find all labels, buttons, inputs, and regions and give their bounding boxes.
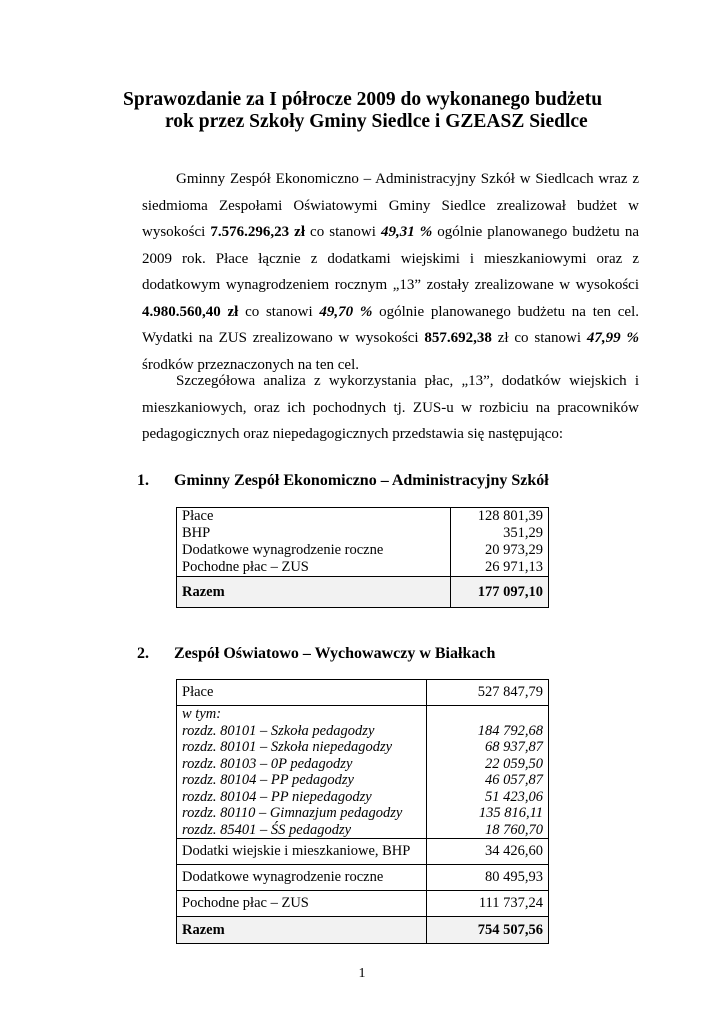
salaries-percent: 49,70 % [319,303,373,320]
row-value: 26 971,13 [451,559,549,577]
total-row [177,577,549,608]
table-row [177,542,549,559]
section-number: 1. [137,472,149,489]
zus-amount: 857.692,38 [424,330,492,346]
row-value: 34 426,60 [427,839,549,865]
table-row [177,559,549,577]
summary-paragraph [142,166,639,378]
detail-value: 51 423,06 [485,788,543,805]
row-label: Pochodne płac – ZUS [177,891,427,917]
row-value: 111 737,24 [427,891,549,917]
detail-label: rozdz. 80101 – Szkoła pedagodzy [182,722,375,739]
detail-block [177,706,549,839]
detail-label: rozdz. 80101 – Szkoła niepedagodzy [182,739,393,755]
section-title: Zespół Oświatowo – Wychowawczy w Białkach [174,645,496,662]
section-title: Gminny Zespół Ekonomiczno – Administracyjny Szkół [174,472,549,489]
total-budget-amount: 7.576.296,23 zł [210,224,305,240]
paragraph-text: Gminny Zespół Ekonomiczno – Administracyjny Szkół w Siedlcach wraz z siedmioma Zespołami Oświatowymi Gminy Siedlce zrealizował budżet w wysokości [142,171,639,240]
total-value: 177 097,10 [451,577,549,608]
analysis-paragraph: Szczegółowa analiza z wykorzystania płac, „13”, dodatków wiejskich i mieszkaniowych, oraz ich pochodnych tj. ZUS-u w rozbiciu na pracowników pedagogicznych oraz niepedagogicznych przedstawia się następująco: [142,373,639,442]
total-budget-percent: 49,31 % [380,224,433,240]
zus-percent: 47,99 % [586,330,639,346]
title-line-2: rok przez Szkoły Gminy Siedlce i GZEASZ Siedlce [165,111,588,132]
row-label: Dodatki wiejskie i mieszkaniowe, BHP [177,839,427,865]
total-value: 754 507,56 [427,917,549,944]
detail-intro: w tym: [182,706,222,722]
paragraph-text: środków przeznaczonych na ten cel. [142,356,359,373]
detail-label: rozdz. 80104 – PP niepedagodzy [182,788,372,805]
salaries-amount: 4.980.560,40 zł [142,303,239,320]
detail-value: 135 816,11 [478,805,543,821]
total-row [177,917,549,944]
row-label: Pochodne płac – ZUS [177,559,451,577]
detail-label: rozdz. 85401 – ŚS pedagodzy [182,821,352,838]
paragraph-text: zł co stanowi [491,330,587,346]
table-row [177,680,549,706]
paragraph-text: ogólnie planowanego budżetu na ten cel. Wydatki na ZUS zrealizowano w wysokości [142,303,640,346]
table-row [177,525,549,542]
page-number: 1 [358,966,366,981]
row-value: 80 495,93 [427,865,549,891]
paragraph-text: co stanowi [238,303,320,320]
paragraph-text: ogólnie planowanego budżetu na 2009 rok. Płace łącznie z dodatkami wiejskimi i mieszkaniowymi oraz z dodatkowym wynagrodzeniem rocznym „13” zostały zrealizowane w wysokości [142,224,639,293]
detail-value: 68 937,87 [485,739,543,755]
row-label: Dodatkowe wynagrodzenie roczne [177,542,451,559]
table-row [177,839,549,865]
row-label: Płace [177,680,427,706]
table-row [177,865,549,891]
detail-value: 46 057,87 [485,772,543,788]
table-row [177,508,549,526]
detail-label: rozdz. 80104 – PP pedagodzy [182,772,354,788]
section-2-table [176,679,549,944]
title-line-1: Sprawozdanie za I półrocze 2009 do wykonanego budżetu [123,89,603,110]
detail-value: 22 059,50 [485,755,543,772]
row-label: Płace [177,508,451,526]
section-1-table [176,507,549,608]
detail-label: rozdz. 80103 – 0P pedagodzy [182,755,353,772]
paragraph-text: co stanowi [305,224,381,240]
detail-value: 184 792,68 [477,722,543,739]
table-row [177,891,549,917]
total-label: Razem [177,577,451,608]
section-number: 2. [137,645,149,662]
row-value: 527 847,79 [427,680,549,706]
row-label: BHP [177,525,451,542]
row-value: 128 801,39 [451,508,549,526]
row-label: Dodatkowe wynagrodzenie roczne [177,865,427,891]
row-value: 20 973,29 [451,542,549,559]
detail-value: 18 760,70 [485,821,543,838]
detail-label: rozdz. 80110 – Gimnazjum pedagodzy [182,805,403,821]
row-value: 351,29 [451,525,549,542]
total-label: Razem [177,917,427,944]
